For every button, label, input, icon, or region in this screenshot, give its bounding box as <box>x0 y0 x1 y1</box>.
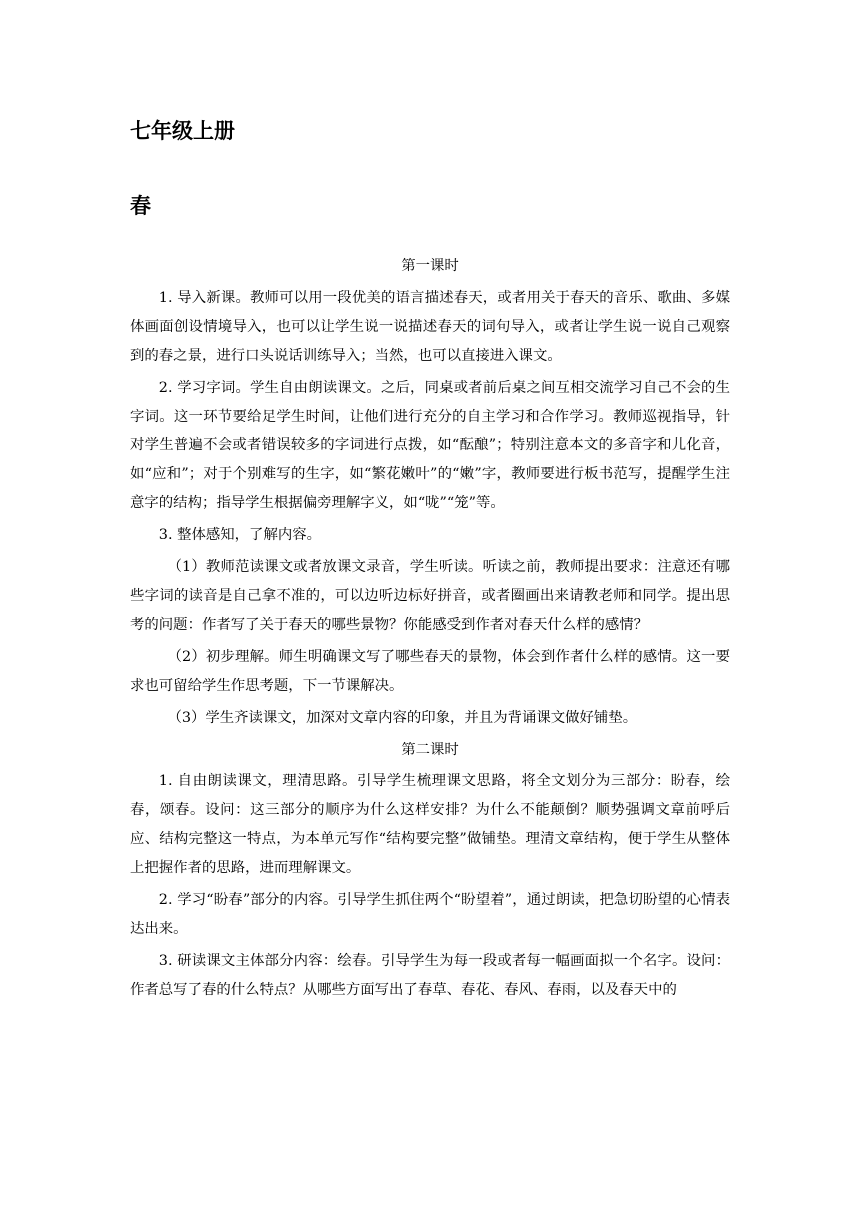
section-heading-1: 第一课时 <box>401 258 459 274</box>
paragraph-import: 1. 导入新课。教师可以用一段优美的语言描述春天，或者用关于春天的音乐、歌曲、多媒体画面创设情境导入，也可以让学生说一说描述春天的词句导入，或者让学生说一说自己观察到的春之景，进行口头说话训练导入；当然，也可以直接进入课文。 <box>130 289 730 364</box>
paragraph-overview-2: （2）初步理解。师生明确课文写了哪些春天的景物，体会到作者什么样的感情。这一要求也可留给学生作思考题，下一节课解决。 <box>130 648 730 694</box>
lesson-title: 春 <box>130 194 151 218</box>
paragraph-overview-3: （3）学生齐读课文，加深对文章内容的印象，并且为背诵课文做好铺垫。 <box>167 709 638 726</box>
paragraph-longing-spring: 2. 学习“盼春”部分的内容。引导学生抓住两个“盼望着”，通过朗读，把急切盼望的心情表达出来。 <box>130 892 730 937</box>
paragraph-overview: 3. 整体感知，了解内容。 <box>158 527 322 544</box>
grade-title: 七年级上册 <box>130 119 235 143</box>
section-heading-2: 第二课时 <box>401 741 459 758</box>
lesson-content <box>130 252 730 1008</box>
paragraph-vocabulary: 2. 学习字词。学生自由朗读课文。之后，同桌或者前后桌之间互相交流学习自己不会的生字词。这一环节要给足学生时间，让他们进行充分的自主学习和合作学习。教师巡视指导，针对学生普遍不会或者错误较多的字词进行点拨，如“酝酿”；特别注意本文的多音字和儿化音，如“应和”；对于个别难写的生字，如“繁花嫩叶”的“嫩”字，教师要进行板书范写，提醒学生注意字的结构；指导学生根据偏旁理解字义，如“咙”“笼”等。 <box>130 379 730 512</box>
paragraph-painting-spring: 3. 研读课文主体部分内容：绘春。引导学生为每一段或者每一幅画面拟一个名字。设问：作者总写了春的什么特点？从哪些方面写出了春草、春花、春风、春雨，以及春天中的 <box>130 952 730 998</box>
paragraph-structure: 1. 自由朗读课文，理清思路。引导学生梳理课文思路，将全文划分为三部分：盼春，绘春，颂春。设问：这三部分的顺序为什么这样安排？为什么不能颠倒？顺势强调文章前呼后应、结构完整这一特点，为本单元写作“结构要完整”做铺垫。理清文章结构，便于学生从整体上把握作者的思路，进而理解课文。 <box>130 773 730 877</box>
paragraph-overview-1: （1）教师范读课文或者放课文录音，学生听读。听读之前，教师提出要求：注意还有哪些字词的读音是自己拿不准的，可以边听边标好拼音，或者圈画出来请教老师和同学。提出思考的问题：作者写了关于春天的哪些景物？你能感受到作者对春天什么样的感情？ <box>130 559 730 633</box>
